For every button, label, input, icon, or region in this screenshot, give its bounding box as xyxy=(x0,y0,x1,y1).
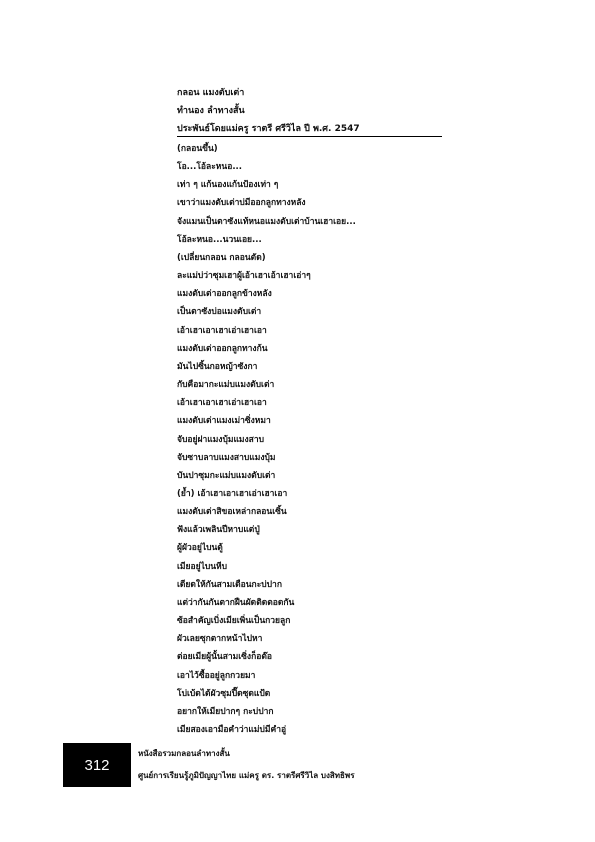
poem-line: เดียดให้กันสามเดือนกะบ่ปาก xyxy=(177,579,282,590)
poem-line: อยากให้เมียปากๆ กะบ่ปาก xyxy=(177,706,274,717)
author-credit: ประพันธ์โดยแม่ครู ราตรี ศรีวิไล ปี พ.ศ. 2547 xyxy=(177,124,360,134)
poem-line: แมงตับเต่าออกลูกข้างหลัง xyxy=(177,289,272,300)
poem-line: เท่า ๆ แก้นองแก้นป้องเท่า ๆ xyxy=(177,180,279,191)
book-title: หนังสือรวมกลอนลำทางสั้น xyxy=(138,749,230,758)
poem-line: เขาว่าแมงตับเต่าบ่มีออกลูกทางหลัง xyxy=(177,198,306,209)
poem-header xyxy=(177,84,442,138)
poem-line: มันไปซิ้นกอหญ้าซังกา xyxy=(177,361,258,372)
poem-line: ฟังแล้วเพลินปีหาบแต่ปู่ xyxy=(177,525,260,536)
poem-line: แต่ว่ากันกันตากฝืนผัดติดตอดกัน xyxy=(177,597,295,608)
poem-line: แมงตับเต่าแมงเม่าซิ่งหมา xyxy=(177,416,271,427)
poem-line: กับคือมากะแม่บแมงตับเต่า xyxy=(177,380,275,391)
poem-line: แมงตับเต่าสิขอเหล่ากลอนเซิ้น xyxy=(177,507,287,518)
poem-line: (ย้ำ) เอ้าเฮาเอาเฮาเอ่าเฮาเอา xyxy=(177,488,288,499)
poem-title: กลอน แมงตับเต่า xyxy=(177,88,245,98)
poem-line: โบ่เบ้ดได้ผัวซุมปี๊ดซุดแป้ด xyxy=(177,688,271,699)
poem-line: จับซาบลาบแมงสาบแมงบุ้ม xyxy=(177,452,276,463)
poem-line: ซ้อสำคัญเบิ่งเมียเพิ่นเป็นกวยลูก xyxy=(177,616,291,627)
poem-line: แมงตับเต่าออกลูกทางก้น xyxy=(177,343,268,354)
melody-label: ทำนอง ลำทางสั้น xyxy=(177,106,245,116)
poem-line: เป็นตาซังบ่อแมงตับเต่า xyxy=(177,307,262,318)
poem-line: เมียอยู่ไบนหีบ xyxy=(177,561,228,572)
poem-line: เอ้าเฮาเอาเฮาเอ่าเฮาเอา xyxy=(177,398,267,409)
poem-line: บันปาซุมกะแม่บแมงตับเต่า xyxy=(177,470,276,481)
poem-line: โอ้ละหนอ...นวนเอย... xyxy=(177,234,262,245)
poem-line: ละแม่บ่ว่าซุมเฮาผู้เอ้าเฮาเอ้าเฮาเอ่าๆ xyxy=(177,271,311,282)
header-divider xyxy=(177,136,442,137)
poem-line: โอ...โอ้ละหนอ... xyxy=(177,162,243,173)
poem-line: (กลอนขึ้น) xyxy=(177,144,218,154)
publisher-line: ศูนย์การเรียนรู้ภูมิปัญญาไทย แม่ครู ดร. ราตรีศรีวิไล บงสิทธิพร xyxy=(138,771,355,780)
poem-line: ผัวเลยซุกตากหน้าไปหา xyxy=(177,634,263,645)
poem-line: (เปลี่ยนกลอน กลอนตัด) xyxy=(177,252,266,263)
poem-line: ต่อยเมียผู้นั้นสามเซิ่งก็อต๊อ xyxy=(177,652,272,663)
poem-line: เอ้าเฮาเอาเฮาเอ่าเฮาเอา xyxy=(177,325,267,336)
poem-line: เอาไว้ซื้ออยู่ลูกกวยมา xyxy=(177,670,256,681)
poem-line: ผู้ผัวอยู่ไบนตู้ xyxy=(177,543,223,554)
poem-body xyxy=(177,140,477,739)
page-footer xyxy=(63,743,483,789)
poem-line: จังแมนเป็นตาซังแท้หนอแมงตับเต่าบ้านเฮาเอย... xyxy=(177,216,356,227)
poem-line: เมียสองเอามือคำว่าแม่บ่มีคำอู่ xyxy=(177,725,287,735)
page-number: 312 xyxy=(63,743,131,787)
poem-line: จับอยู่ฝาแมงบุ้มแมงสาบ xyxy=(177,434,265,445)
